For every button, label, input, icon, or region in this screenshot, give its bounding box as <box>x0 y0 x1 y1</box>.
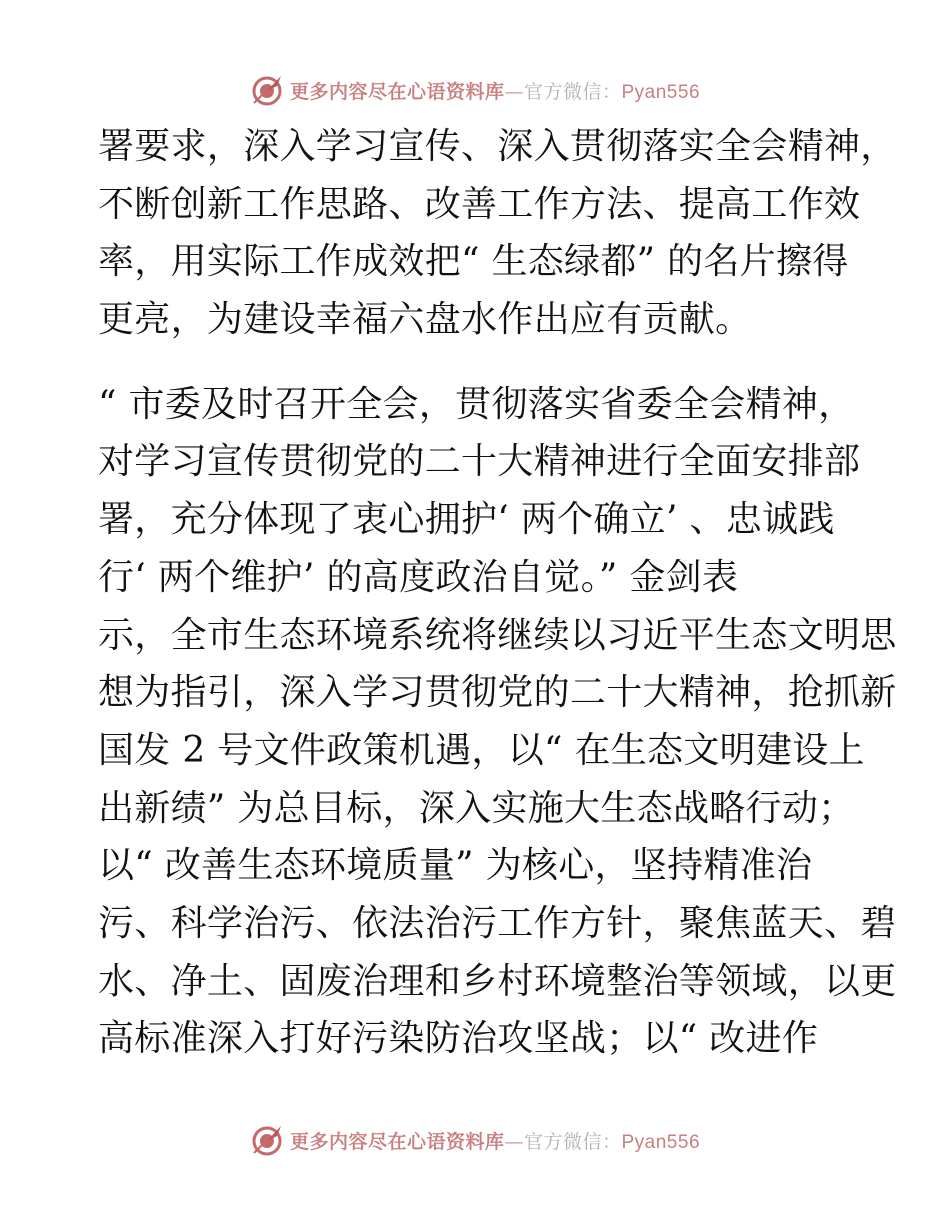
quill-logo-icon <box>250 1123 284 1157</box>
text-line: 署，充分体现了衷心拥护‘ 两个确立’ 、忠诚践 <box>98 499 835 541</box>
text-line: 高标准深入打好污染防治攻坚战；以“ 改进作 <box>98 1018 819 1060</box>
header-wechat-id: Pyan556 <box>621 81 701 103</box>
text-line: 更亮，为建设幸福六盘水作出应有贡献。 <box>98 299 752 341</box>
text-line: 署要求，深入学习宣传、深入贯彻落实全会精神， <box>98 126 897 167</box>
header-dash: — <box>504 80 524 103</box>
text-line: 国发 2 号文件政策机遇，以“ 在生态文明建设上 <box>98 729 865 771</box>
text-line: 水、净土、固废治理和乡村环境整治等领域，以更 <box>98 960 897 1002</box>
text-line: 对学习宣传贯彻党的二十大精神进行全面安排部 <box>98 441 861 483</box>
text-line: 示，全市生态环境系统将继续以习近平生态文明思 <box>98 614 897 656</box>
footer-watermark <box>0 1120 950 1160</box>
text-line: 不断创新工作思路、改善工作方法、提高工作效 <box>98 183 861 225</box>
footer-watermark-text <box>290 1127 700 1154</box>
text-line: 想为指引，深入学习贯彻党的二十大精神，抢抓新 <box>98 672 897 714</box>
text-line: 率，用实际工作成效把“ 生态绿都” 的名片擦得 <box>98 241 849 283</box>
header-wechat-label: 官方微信： <box>523 80 622 103</box>
paragraph-2 <box>98 376 897 1068</box>
header-site-text: 更多内容尽在心语资料库 <box>289 80 505 103</box>
header-watermark <box>0 70 950 110</box>
quill-logo-icon <box>250 73 284 107</box>
header-watermark-text <box>290 77 700 104</box>
paragraph-spacer <box>98 349 858 376</box>
footer-dash: — <box>504 1130 524 1153</box>
text-line: 行‘ 两个维护’ 的高度政治自觉。” 金剑表 <box>98 556 739 598</box>
text-line: 以“ 改善生态环境质量” 为核心，坚持精准治 <box>98 845 813 887</box>
document-body <box>98 118 897 1068</box>
text-line: 出新绩” 为总目标，深入实施大生态战略行动； <box>98 787 855 829</box>
text-line: “ 市委及时召开全会，贯彻落实省委全会精神， <box>98 383 855 425</box>
paragraph-1 <box>98 118 897 349</box>
footer-site-text: 更多内容尽在心语资料库 <box>289 1130 505 1153</box>
footer-wechat-label: 官方微信： <box>523 1130 622 1153</box>
footer-wechat-id: Pyan556 <box>621 1131 701 1153</box>
text-line: 污、科学治污、依法治污工作方针，聚焦蓝天、碧 <box>98 902 897 944</box>
